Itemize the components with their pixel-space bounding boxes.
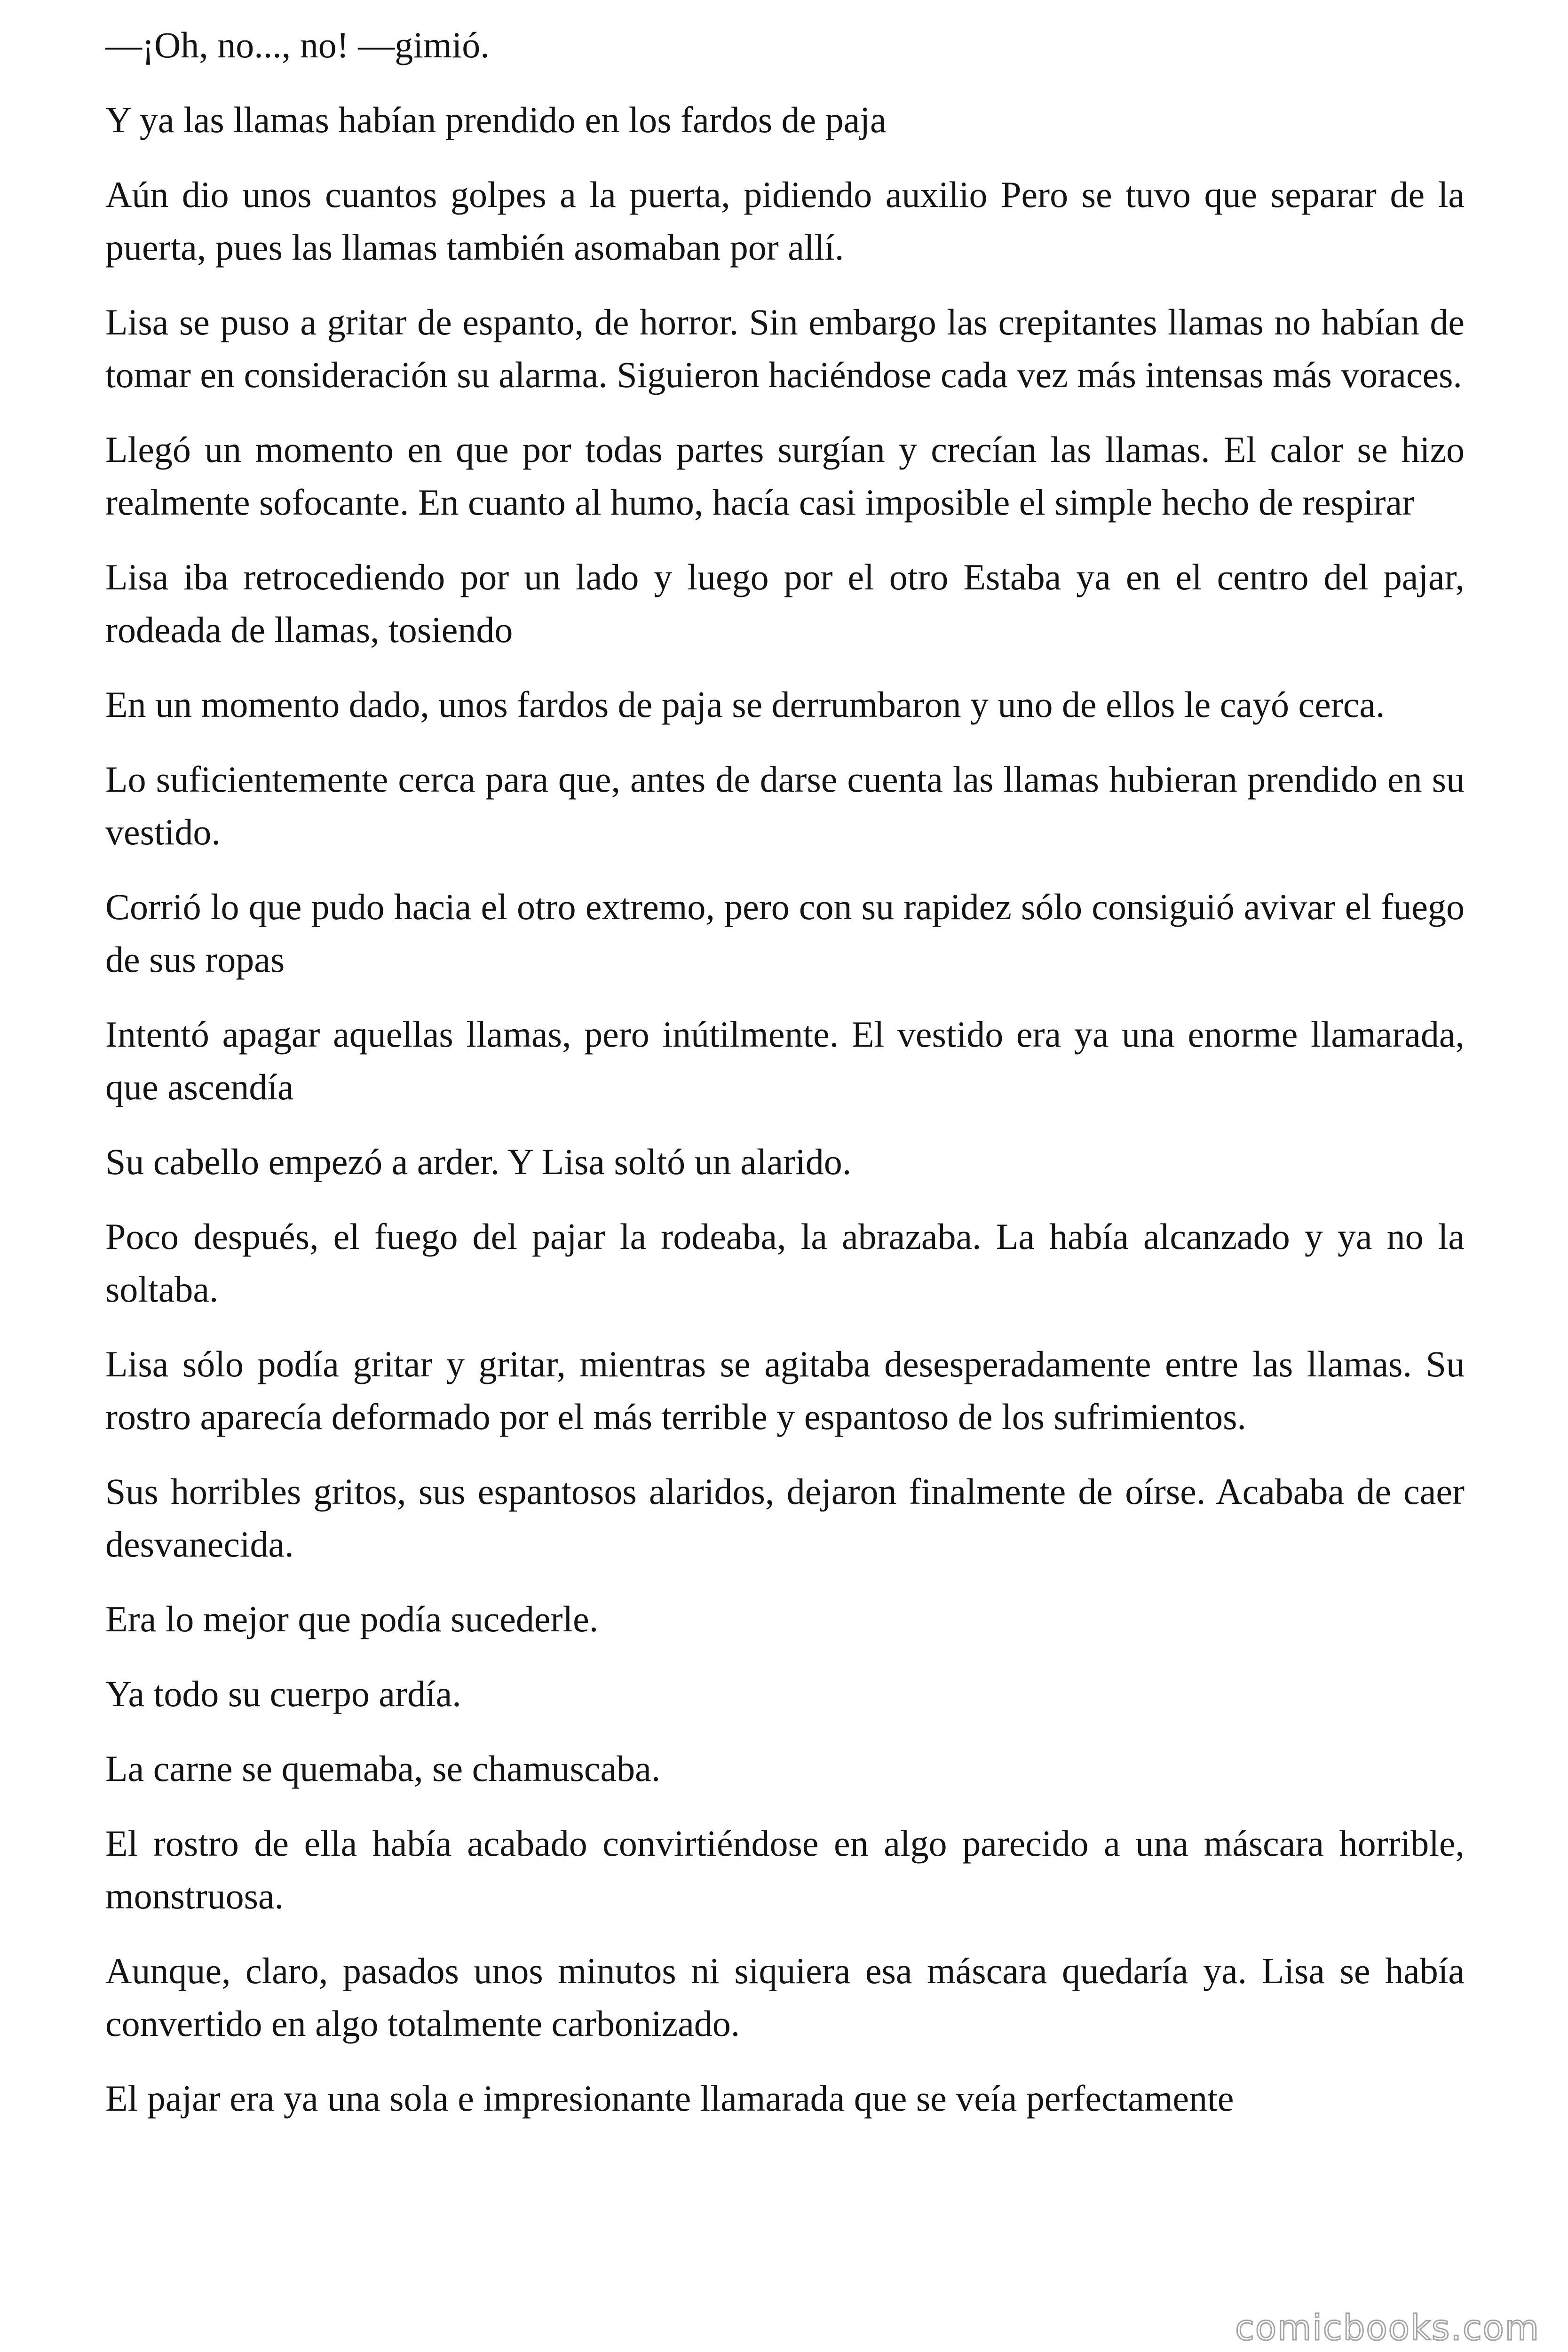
document-page [105,19,1465,2147]
paragraph: Llegó un momento en que por todas partes surgían y crecían las llamas. El calor se hizo realmente sofocante. En cuanto al humo, hacía casi imposible el simple hecho de respirar [105,429,1465,523]
paragraph: Aunque, claro, pasados unos minutos ni siquiera esa máscara quedaría ya. Lisa se había convertido en algo totalmente carbonizado. [105,1950,1465,2044]
paragraph: —¡Oh, no..., no! —gimió. [105,24,490,65]
paragraph: Lo suficientemente cerca para que, antes de darse cuenta las llamas hubieran prendido en su vestido. [105,759,1465,852]
paragraph: En un momento dado, unos fardos de paja se derrumbaron y uno de ellos le cayó cerca. [105,684,1385,725]
watermark: comicbooks.com [1235,2308,1540,2348]
paragraph: Aún dio unos cuantos golpes a la puerta, pidiendo auxilio Pero se tuvo que separar de la puerta, pues las llamas también asomaban por allí. [105,174,1465,268]
paragraph: Poco después, el fuego del pajar la rodeaba, la abrazaba. La había alcanzado y ya no la soltaba. [105,1216,1465,1310]
paragraph: Lisa sólo podía gritar y gritar, mientras se agitaba desesperadamente entre las llamas. Su rostro aparecía deformado por el más terrible y espantoso de los sufrimientos. [105,1343,1465,1437]
paragraph: El pajar era ya una sola e impresionante llamarada que se veía perfectamente [105,2078,1234,2119]
paragraph: Lisa iba retrocediendo por un lado y luego por el otro Estaba ya en el centro del pajar, rodeada de llamas, tosiendo [105,556,1465,650]
paragraph: Corrió lo que pudo hacia el otro extremo, pero con su rapidez sólo consiguió avivar el fuego de sus ropas [105,886,1465,980]
paragraph: Era lo mejor que podía sucederle. [105,1598,599,1639]
paragraph: El rostro de ella había acabado convirtiéndose en algo parecido a una máscara horrible, monstruosa. [105,1823,1465,1916]
paragraph: Su cabello empezó a arder. Y Lisa soltó un alarido. [105,1141,852,1182]
paragraph: Y ya las llamas habían prendido en los fardos de paja [105,99,887,140]
paragraph: Sus horribles gritos, sus espantosos alaridos, dejaron finalmente de oírse. Acababa de caer desvanecida. [105,1471,1465,1565]
paragraph: La carne se quemaba, se chamuscaba. [105,1748,661,1789]
paragraph: Ya todo su cuerpo ardía. [105,1673,461,1714]
paragraph: Lisa se puso a gritar de espanto, de horror. Sin embargo las crepitantes llamas no habían de tomar en consideración su alarma. Siguieron haciéndose cada vez más intensas más voraces. [105,302,1465,395]
paragraph: Intentó apagar aquellas llamas, pero inútilmente. El vestido era ya una enorme llamarada, que ascendía [105,1014,1465,1107]
